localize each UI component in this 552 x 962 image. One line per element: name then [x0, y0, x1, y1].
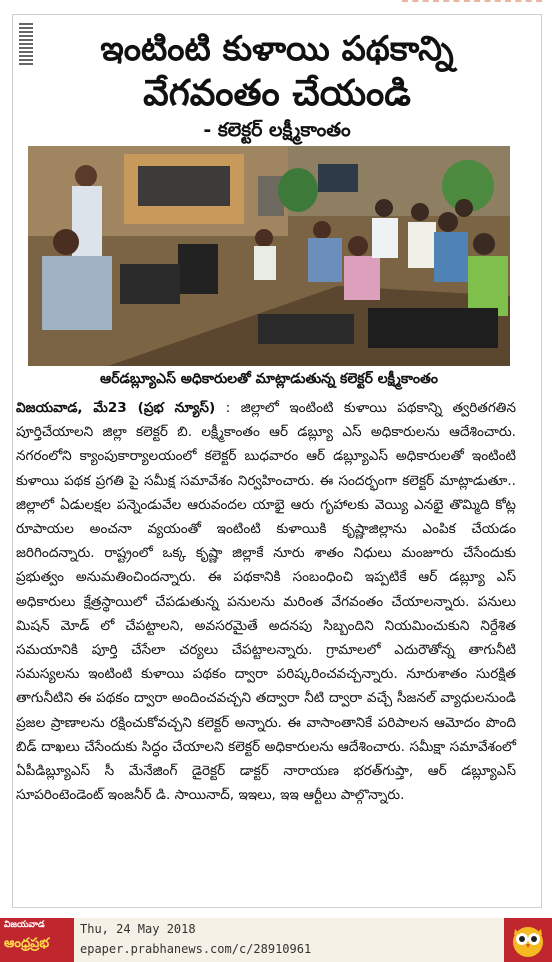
- article-body-text: : జిల్లాలో ఇంటింటి కుళాయి పథకాన్ని త్వరితగతిన పూర్తిచేయాలని జిల్లా కలెక్టర్ బి. లక్ష్మీకాంతం ఆర్ డబ్ల్యూ ఎస్ అధికారులను ఆదేశించారు. నగరంలోని క్యాంపుకార్యాలయంలో కలెక్టర్ బుధవారం ఆర్ డబ్ల్యూఎస్ అధికారులతో ఇంటింటి కుళాయి పథక ప్రగతి పై సమీక్ష సమావేశం నిర్వహించారు. ఈ సందర్భంగా కలెక్టర్ మాట్లాడుతూ.. జిల్లాలో ఏడులక్షల పన్నెండువేల ఆరువందల యాభై ఆరు గృహాలకు వెయ్యి ఎనభై తొమ్మిది కోట్ల రూపాయల అంచనా వ్యయంతో ఇంటింటి కుళాయికి కృష్ణాజిల్లాను ఎంపిక చేయడం జరిగిందన్నారు. రాష్ట్రంలో ఒక్క కృష్ణా జిల్లాకే నూరు శాతం నిధులు మంజూరు చేసేందుకు ప్రభుత్వం అనుమతించిందన్నారు. ఈ పథకానికి సంబంధించి ఇప్పటికే ఆర్ డబ్ల్యూ ఎస్ అధికారులు క్షేత్రస్థాయిలో చేపడుతున్న పనులను మరింత వేగవంతం చేయాలన్నారు. పనులు మిషన్ మోడ్ లో చేపట్టాలని, అవసరమైతే అదనపు సిబ్బందిని నియమించుకుని నిర్దేశిత సమయానికి పూర్తి చేసేలా చర్యలు చేపట్టాలన్నారు. గ్రామాలలో ఎదురౌతోన్న తాగునీటి సమస్యలను ఇంటింటి కుళాయి పథకం ద్వారా పరిష్కరించవచ్చన్నారు. నూరుశాతం సురక్షిత తాగునీటిని ఈ పథకం ద్వారా అందించవచ్చని తద్వారా నీటి ద్వారా వచ్చే సీజనల్ వ్యాధులనుండి ప్రజల ప్రాణాలను రక్షించుకోవచ్చని కలెక్టర్ అన్నారు. ఈ వాసాంతానికే పరిపాలన ఆమోదం పొంది బిడ్ దాఖలు చేసేందుకు సిద్ధం చేయాలని కలెక్టర్ అధికారులను ఆదేశించారు. సమీక్షా సమావేశంలో ఏపీడిబ్ల్యూఎస్ సీ మేనేజింగ్ డైరెక్టర్ డాక్టర్ నారాయణ భరత్‌గుప్తా, ఆర్ డబ్ల్యూఎస్ సూపరింటెండెంట్ ఇంజనీర్ డి. సాయినాద్, ఇఇలు, ఇఇ ఆర్టీలు పాల్గొన్నారు.: [16, 400, 516, 804]
- article-body: [16, 396, 516, 807]
- byline: - కలెక్టర్ లక్ష్మీకాంతం: [203, 119, 351, 141]
- top-strip: [0, 0, 552, 8]
- headline-line-2: వేగవంతం చేయండి: [143, 73, 411, 114]
- logo-edition: విజయవాడ: [4, 920, 45, 930]
- owl-mascot-icon[interactable]: [510, 922, 546, 958]
- meeting-photo: [28, 146, 510, 366]
- edition-date: Thu, 24 May 2018: [80, 922, 196, 936]
- epaper-footer: [0, 918, 552, 962]
- top-dashed-rule: [402, 0, 542, 5]
- headline-line-1: ఇంటింటి కుళాయి పథకాన్ని: [100, 29, 454, 69]
- epaper-url[interactable]: epaper.prabhanews.com/c/28910961: [80, 942, 312, 956]
- publication-logo[interactable]: [0, 918, 70, 962]
- meeting-photo-illustration: [28, 146, 510, 366]
- footer-info-panel: [74, 918, 504, 962]
- logo-name: ఆంధ్రప్రభ: [4, 936, 50, 951]
- article-dateline: విజయవాడ, మే23 (ప్రభ న్యూస్): [16, 400, 216, 416]
- photo-caption: ఆర్‌డబ్ల్యూఎస్ అధికారులతో మాట్లాడుతున్న కలెక్టర్ లక్ష్మీకాంతం: [100, 371, 438, 387]
